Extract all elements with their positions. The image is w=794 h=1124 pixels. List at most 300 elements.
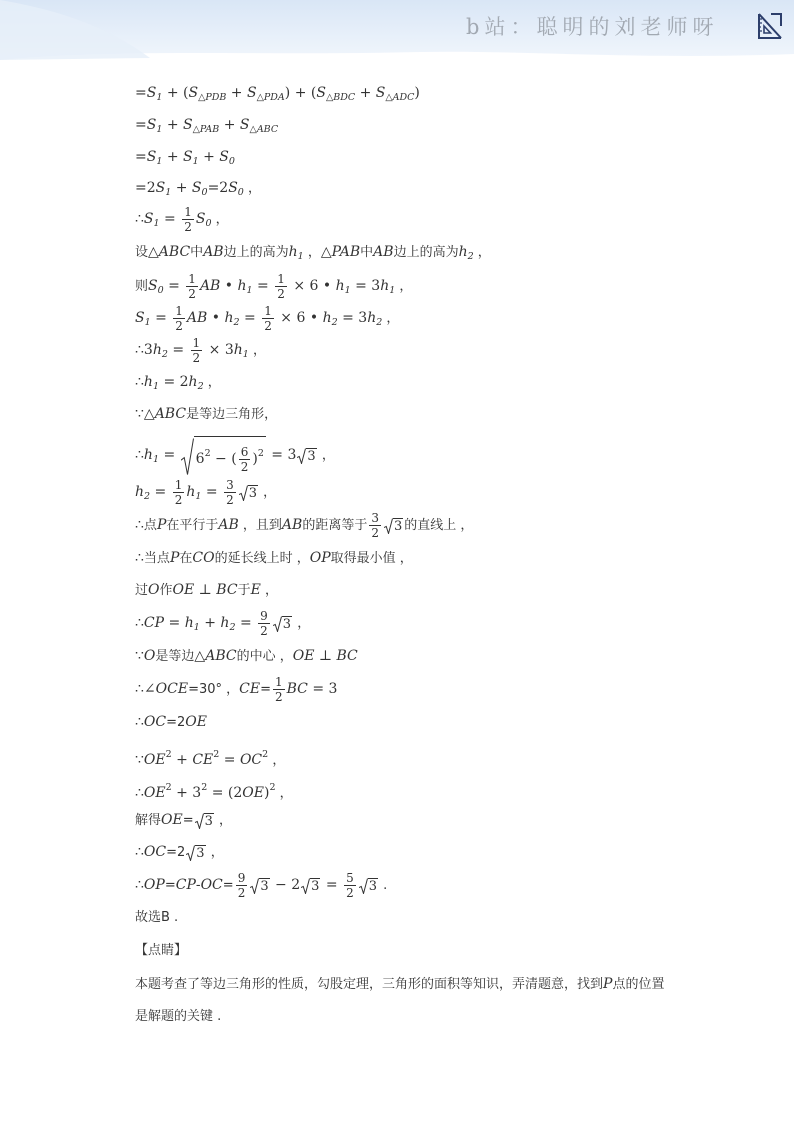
math-variable: S — [146, 117, 157, 133]
fraction-denominator: 2 — [274, 690, 283, 704]
math-symbol: • — [220, 278, 238, 294]
text-run: 的距离等于 — [302, 518, 368, 533]
math-variable: OC — [143, 844, 167, 860]
math-variable: AB — [218, 517, 239, 533]
text-run: ，且到 — [238, 518, 282, 533]
superscript: 2 — [201, 782, 208, 793]
math-symbol: ∴ — [135, 785, 144, 801]
math-symbol: + — [162, 117, 184, 133]
text-run: 点的位置 — [612, 977, 665, 992]
math-symbol: ∴ — [135, 517, 144, 533]
text-run: 边上的高为 — [223, 245, 289, 260]
text-run: ， — [248, 343, 266, 358]
math-variable: P — [156, 517, 167, 533]
math-variable: AB — [186, 310, 208, 326]
subscript: 0 — [237, 187, 244, 198]
fraction — [173, 305, 185, 332]
text-run: 是解题的关键 . — [135, 1009, 222, 1024]
math-symbol: = 2 — [159, 374, 189, 390]
math-variable: AB — [199, 278, 221, 294]
math-variable: S — [135, 310, 145, 326]
math-variable: h — [224, 310, 234, 326]
math-variable: OE — [161, 812, 183, 828]
radical-sign — [250, 878, 259, 894]
text-run: 点 — [143, 518, 157, 533]
radical-sign — [301, 878, 310, 894]
text-run: 解得 — [135, 813, 162, 828]
math-variable: h — [322, 310, 332, 326]
math-symbol: ∵ — [135, 648, 144, 664]
text-run: 设 — [135, 245, 149, 260]
math-symbol: ∵△ — [135, 406, 155, 422]
math-symbol: • — [207, 310, 225, 326]
fraction-numerator: 1 — [184, 205, 192, 219]
fraction-numerator: 1 — [188, 272, 196, 286]
math-variable: PAB — [331, 244, 361, 260]
text-run: = — [164, 878, 176, 893]
fraction — [344, 872, 356, 899]
subscript: △BDC — [325, 92, 356, 103]
square-root — [195, 813, 214, 829]
math-variable: S — [143, 211, 154, 227]
math-variable: CE — [239, 681, 261, 697]
superscript: 2 — [165, 782, 172, 793]
math-symbol: ∴ — [135, 844, 144, 860]
math-variable: ABC — [158, 244, 191, 260]
subscript: 2 — [233, 317, 240, 328]
math-symbol: △ — [148, 244, 159, 260]
text-run: ， — [214, 813, 233, 828]
fraction-numerator: 1 — [264, 304, 272, 318]
math-symbol: + — [355, 85, 376, 101]
superscript: 2 — [165, 749, 172, 760]
radical-sign — [273, 616, 282, 632]
subscript: 1 — [344, 285, 351, 296]
math-symbol: = — [135, 149, 147, 165]
subscript: 1 — [192, 156, 199, 167]
fraction — [191, 337, 203, 364]
math-variable: CP — [143, 615, 165, 631]
radicand: 3 — [307, 448, 316, 464]
math-variable: S — [375, 85, 386, 101]
math-symbol: + — [171, 180, 192, 196]
fraction — [262, 305, 274, 332]
subscript: 1 — [165, 187, 172, 198]
math-symbol: + ( — [162, 85, 189, 101]
math-variable: AB — [203, 244, 224, 260]
text-run: ， — [260, 583, 278, 598]
fraction — [258, 610, 270, 637]
math-symbol: = — [135, 85, 147, 101]
math-variable: S — [146, 85, 157, 101]
text-run: 是等边 — [155, 649, 195, 664]
math-symbol: = 3 — [307, 681, 338, 697]
math-variable: AB — [281, 517, 303, 533]
fraction-denominator: 2 — [174, 493, 183, 507]
math-symbol: ∴ — [135, 615, 144, 631]
math-symbol: − ( — [210, 451, 237, 467]
math-variable: OE — [185, 714, 207, 730]
math-variable: OP — [309, 550, 331, 566]
text-run: 边上的高为 — [393, 245, 459, 260]
fraction-denominator: 2 — [264, 319, 272, 333]
math-symbol: ∴ — [135, 714, 144, 730]
text-run: = — [260, 682, 271, 697]
radicand: 3 — [282, 616, 292, 632]
fraction — [275, 273, 287, 300]
text-run: ， — [275, 786, 293, 801]
text-run: 在平行于 — [166, 518, 219, 533]
subscript: 1 — [153, 218, 160, 229]
radical-sign — [359, 878, 368, 894]
header-title: b站：聪明的刘老师呀 — [466, 15, 719, 39]
math-symbol: ∴ — [135, 211, 144, 227]
fraction-numerator: 1 — [277, 272, 285, 286]
fraction — [369, 512, 381, 539]
text-run: 故选B . — [135, 910, 179, 925]
square-root — [186, 845, 205, 861]
math-variable: S — [228, 180, 238, 196]
math-symbol: 6 — [195, 451, 205, 467]
math-variable: E — [250, 582, 261, 598]
solution-line — [135, 435, 335, 475]
text-run: =2 — [166, 845, 186, 860]
math-variable: BC — [336, 648, 358, 664]
subscript: 2 — [144, 491, 151, 502]
math-variable: h — [143, 447, 153, 463]
math-symbol: = — [167, 342, 189, 358]
math-variable: h — [152, 342, 162, 358]
math-variable: h — [380, 278, 390, 294]
math-symbol: = 3 — [337, 310, 368, 326]
math-symbol: ∴∠ — [135, 681, 156, 697]
radicand: 3 — [248, 485, 257, 501]
text-run: =2 — [166, 715, 186, 730]
text-run: ， — [382, 311, 400, 326]
math-symbol: = — [150, 484, 171, 500]
math-symbol: =2 — [135, 180, 156, 196]
math-variable: S — [183, 117, 193, 133]
text-run: 于 — [237, 583, 251, 598]
math-symbol: + — [219, 117, 240, 133]
text-run: 【点睛】 — [135, 943, 188, 958]
text-run: . — [379, 878, 388, 893]
math-variable: OE — [143, 785, 166, 801]
math-variable: OC — [200, 877, 223, 893]
math-symbol: ∴ — [135, 550, 144, 566]
radical-sign — [239, 485, 248, 501]
subscript: 0 — [205, 218, 212, 229]
math-variable: ABC — [205, 648, 237, 664]
math-symbol: × 3 — [204, 342, 234, 358]
subscript: 2 — [376, 317, 383, 328]
math-symbol: ∴ — [135, 374, 144, 390]
fraction — [239, 446, 251, 473]
math-symbol: + 3 — [171, 785, 202, 801]
math-symbol: + — [198, 149, 220, 165]
math-symbol: ) — [252, 451, 258, 467]
math-symbol: = — [159, 211, 181, 227]
math-variable: S — [219, 149, 229, 165]
subscript: 2 — [197, 381, 204, 392]
subscript: 0 — [228, 156, 235, 167]
text-run: ， — [317, 448, 335, 463]
text-run: 中 — [360, 245, 374, 260]
fraction-denominator: 2 — [184, 220, 192, 234]
math-symbol: = — [150, 310, 172, 326]
math-symbol: ∴ — [135, 877, 144, 893]
math-variable: OE — [292, 648, 315, 664]
text-run: ， — [268, 753, 286, 768]
subscript: 0 — [157, 285, 164, 296]
math-symbol: = — [159, 447, 180, 463]
subscript: 1 — [144, 317, 151, 328]
math-variable: CO — [192, 550, 215, 566]
text-run: ， — [211, 212, 229, 227]
math-symbol: = 3 — [350, 278, 381, 294]
radicand: 3 — [196, 845, 205, 861]
math-variable: S — [155, 180, 166, 196]
radicand: 3 — [204, 813, 213, 829]
math-symbol: ) — [414, 85, 420, 101]
radicand: 3 — [311, 878, 320, 894]
radicand — [194, 436, 266, 475]
fraction-denominator: 2 — [277, 287, 285, 301]
subscript: △PDB — [198, 92, 227, 103]
math-variable: h — [335, 278, 345, 294]
fraction-numerator: 1 — [274, 675, 283, 689]
radical-sign — [297, 448, 306, 464]
text-run: ， — [206, 845, 224, 860]
math-variable: h — [237, 278, 247, 294]
subscript: 1 — [156, 124, 163, 135]
math-variable: OE — [172, 582, 195, 598]
subscript: 2 — [161, 349, 168, 360]
superscript: 2 — [204, 448, 211, 459]
radical-sign — [186, 845, 195, 861]
text-run: ， — [243, 181, 261, 196]
math-variable: h — [288, 244, 298, 260]
text-run: ， — [395, 279, 413, 294]
fraction-denominator: 2 — [237, 886, 246, 900]
math-symbol: ∴3 — [135, 342, 153, 358]
fraction-denominator: 2 — [175, 319, 183, 333]
math-symbol: △ — [320, 244, 332, 260]
square-root — [181, 436, 266, 475]
fraction — [236, 872, 248, 899]
subscript: 1 — [297, 251, 304, 262]
fraction-denominator: 2 — [188, 287, 196, 301]
square-root — [273, 616, 292, 632]
math-variable: h — [186, 484, 196, 500]
math-symbol: ∴ — [135, 447, 144, 463]
text-run: 在 — [179, 551, 193, 566]
text-run: =30° ， — [188, 682, 240, 697]
square-root — [359, 878, 378, 894]
text-run: 的直线上 ， — [404, 518, 474, 533]
square-root — [301, 878, 320, 894]
text-run: 当点 — [143, 551, 170, 566]
math-symbol: + — [199, 615, 221, 631]
math-variable: S — [146, 149, 157, 165]
subscript: 1 — [156, 92, 163, 103]
fraction-denominator: 2 — [346, 886, 354, 900]
radicand: 3 — [260, 878, 269, 894]
math-variable: OC — [143, 714, 167, 730]
math-symbol: ⊥ — [314, 648, 337, 664]
fraction — [173, 479, 185, 506]
fraction — [186, 273, 198, 300]
solution-line — [135, 394, 277, 434]
fraction — [182, 206, 194, 233]
radical-sign — [195, 813, 204, 829]
text-run: 则 — [135, 279, 149, 294]
radical-sign — [181, 438, 194, 475]
math-variable: S — [195, 211, 206, 227]
text-run: 是等边三角形， — [186, 407, 278, 422]
math-variable: h — [143, 374, 153, 390]
fraction-denominator: 2 — [371, 526, 379, 540]
text-run: 的中心 ， — [236, 649, 293, 664]
fraction-denominator: 2 — [226, 493, 234, 507]
math-variable: AB — [373, 244, 394, 260]
square-root — [250, 878, 269, 894]
fraction — [224, 479, 236, 506]
square-root — [384, 518, 403, 534]
subscript: 2 — [331, 317, 338, 328]
math-symbol: =2 — [207, 180, 229, 196]
math-variable: O — [143, 648, 156, 664]
subscript: 1 — [152, 381, 159, 392]
math-variable: S — [316, 85, 326, 101]
math-variable: OC — [239, 752, 263, 768]
math-variable: h — [188, 374, 198, 390]
math-symbol: + — [226, 85, 247, 101]
fraction-numerator: 3 — [226, 478, 234, 492]
square-root — [239, 485, 258, 501]
text-run: ， — [259, 485, 277, 500]
subscript: 1 — [246, 285, 253, 296]
math-variable: h — [233, 342, 243, 358]
superscript: 2 — [213, 749, 220, 760]
subscript: 2 — [467, 251, 474, 262]
fraction-numerator: 1 — [174, 478, 183, 492]
text-run: 的延长线上时 ， — [214, 551, 310, 566]
text-run: 本题考查了等边三角形的性质，勾股定理，三角形的面积等知识，弄清题意，找到 — [135, 977, 604, 992]
text-run: 过 — [135, 583, 149, 598]
subscript: △PAB — [192, 124, 220, 135]
radical-sign — [384, 518, 393, 534]
math-variable: P — [169, 550, 180, 566]
text-run: = — [222, 878, 234, 893]
math-symbol: ⊥ — [194, 582, 217, 598]
math-variable: OP — [143, 877, 165, 893]
math-symbol: ) + ( — [284, 85, 317, 101]
math-variable: h — [458, 244, 468, 260]
math-variable: S — [191, 180, 202, 196]
math-variable: ABC — [154, 406, 187, 422]
subscript: 1 — [152, 454, 159, 465]
math-symbol: = — [252, 278, 274, 294]
math-symbol: = 3 — [266, 447, 297, 463]
math-variable: S — [188, 85, 199, 101]
subscript: △ABC — [249, 124, 279, 135]
math-variable: h — [135, 484, 145, 500]
fraction-numerator: 3 — [371, 511, 379, 525]
math-symbol: = — [201, 484, 223, 500]
subscript: 1 — [242, 349, 249, 360]
math-symbol: △ — [194, 648, 206, 664]
fraction-numerator: 9 — [237, 871, 246, 885]
fraction-numerator: 1 — [175, 304, 183, 318]
math-symbol: = — [163, 278, 185, 294]
math-variable: S — [183, 149, 193, 165]
square-root — [297, 448, 316, 464]
fraction-numerator: 9 — [260, 609, 268, 623]
text-run: 取得最小值 ， — [330, 551, 413, 566]
math-symbol: × 6 • — [275, 310, 323, 326]
subscript: 1 — [389, 285, 396, 296]
math-symbol: ∵ — [135, 752, 144, 768]
fraction-denominator: 2 — [192, 351, 201, 365]
math-symbol: × 6 • — [288, 278, 336, 294]
fraction-numerator: 5 — [346, 871, 354, 885]
math-symbol: = — [321, 877, 343, 893]
solution-line — [135, 997, 221, 1037]
math-variable: h — [184, 615, 194, 631]
subscript: 1 — [193, 622, 200, 633]
superscript: 2 — [269, 782, 276, 793]
text-run: ， — [293, 616, 311, 631]
math-variable: S — [239, 117, 250, 133]
math-variable: BC — [216, 582, 238, 598]
text-run: - — [195, 878, 201, 893]
math-variable: BC — [286, 681, 308, 697]
text-run: 中 — [190, 245, 204, 260]
fraction-denominator: 2 — [260, 624, 268, 638]
math-variable: CE — [192, 752, 214, 768]
subscript: 2 — [229, 622, 236, 633]
fraction-numerator: 1 — [192, 336, 201, 350]
radicand: 3 — [368, 878, 377, 894]
radicand: 3 — [393, 518, 403, 534]
subscript: 1 — [195, 491, 202, 502]
math-symbol: = — [164, 615, 185, 631]
math-variable: OE — [143, 752, 166, 768]
math-symbol: + — [171, 752, 193, 768]
math-symbol: = — [135, 117, 147, 133]
text-run: ， — [473, 245, 491, 260]
subscript: △ADC — [385, 92, 415, 103]
text-run: ， — [303, 245, 321, 260]
math-symbol: = — [235, 615, 257, 631]
subscript: △PDA — [256, 92, 285, 103]
math-symbol: − 2 — [270, 877, 301, 893]
math-symbol: ) — [263, 785, 270, 801]
math-variable: S — [148, 278, 158, 294]
fraction-denominator: 2 — [240, 460, 249, 474]
subscript: 1 — [156, 156, 163, 167]
superscript: 2 — [257, 448, 264, 459]
text-run: ， — [203, 375, 221, 390]
math-variable: O — [148, 582, 160, 598]
math-symbol: = — [239, 310, 261, 326]
fraction — [273, 676, 285, 703]
text-run: = — [182, 813, 194, 828]
math-variable: CP — [175, 877, 196, 893]
math-variable: P — [603, 976, 613, 992]
math-variable: OE — [242, 785, 264, 801]
